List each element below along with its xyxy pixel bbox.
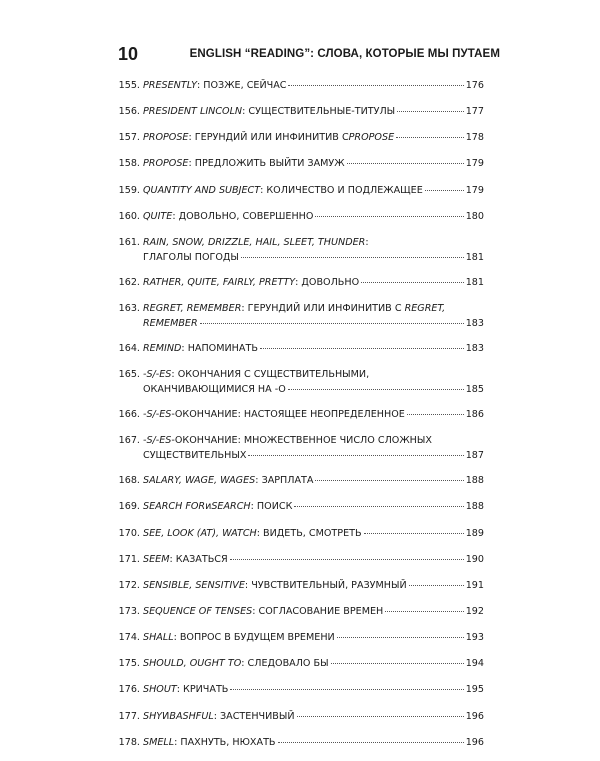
toc-entry bbox=[118, 709, 484, 735]
entry-term: SEQUENCE OF TENSES bbox=[143, 605, 253, 617]
entry-term: SHY bbox=[143, 710, 163, 722]
entry-number: 160. bbox=[118, 210, 140, 222]
toc-entry bbox=[118, 526, 484, 552]
toc-entry bbox=[118, 473, 484, 499]
entry-term: QUANTITY AND SUBJECT bbox=[143, 184, 261, 196]
entry-continuation-line bbox=[143, 316, 484, 331]
dot-leader bbox=[407, 414, 464, 415]
dot-leader bbox=[337, 637, 464, 638]
entry-page-number: 196 bbox=[465, 710, 484, 722]
dot-leader bbox=[230, 689, 463, 690]
entry-term: PROPOSE bbox=[143, 132, 189, 144]
entry-description: : ПОЗЖЕ, СЕЙЧАС bbox=[197, 80, 287, 91]
dot-leader bbox=[248, 455, 463, 456]
entry-term: REGRET, REMEMBER bbox=[143, 302, 242, 314]
entry-continuation-line bbox=[143, 382, 484, 397]
entry-number: 166. bbox=[118, 409, 140, 421]
dot-leader bbox=[288, 389, 464, 390]
entry-page-number: 177 bbox=[465, 106, 484, 118]
toc-entry bbox=[118, 130, 484, 156]
entry-term: SEE, LOOK (AT), WATCH bbox=[143, 527, 257, 539]
entry-number: 162. bbox=[118, 276, 140, 288]
entry-title-line bbox=[143, 130, 484, 145]
toc-entry bbox=[118, 209, 484, 235]
toc-entry bbox=[118, 104, 484, 130]
table-of-contents bbox=[118, 78, 484, 761]
entry-number: 173. bbox=[118, 605, 140, 617]
entry-term: SHALL bbox=[143, 632, 174, 644]
entry-description: : ЗАРПЛАТА bbox=[255, 475, 314, 487]
entry-title-line bbox=[143, 735, 484, 750]
dot-leader bbox=[364, 533, 464, 534]
dot-leader bbox=[230, 559, 464, 560]
toc-entry bbox=[118, 78, 484, 104]
entry-term: PROPOSE bbox=[143, 158, 189, 170]
entry-title-line bbox=[143, 526, 484, 541]
entry-page-number: 188 bbox=[465, 501, 484, 513]
toc-entry bbox=[118, 156, 484, 182]
entry-page-number: 181 bbox=[465, 276, 484, 288]
page-header bbox=[118, 44, 500, 66]
entry-term-2: SEARCH bbox=[211, 501, 251, 513]
entry-title-line bbox=[143, 630, 484, 645]
entry-title-line bbox=[143, 499, 484, 514]
toc-entry bbox=[118, 630, 484, 656]
dot-leader bbox=[315, 480, 463, 481]
entry-description: : СУЩЕСТВИТЕЛЬНЫЕ-ТИТУЛЫ bbox=[242, 106, 396, 118]
entry-page-number: 178 bbox=[465, 132, 484, 144]
entry-description: : ПРЕДЛОЖИТЬ ВЫЙТИ ЗАМУЖ bbox=[188, 158, 345, 170]
entry-number: 172. bbox=[118, 579, 140, 591]
entry-continuation-line bbox=[143, 250, 484, 265]
entry-page-number: 189 bbox=[465, 527, 484, 539]
dot-leader bbox=[385, 611, 463, 612]
entry-title-line bbox=[143, 156, 484, 171]
entry-description-2: : ПОИСК bbox=[250, 501, 293, 513]
entry-term: REMIND bbox=[143, 342, 182, 354]
entry-title-line bbox=[143, 183, 484, 198]
entry-term: RATHER, QUITE, FAIRLY, PRETTY bbox=[143, 276, 296, 288]
entry-title-line bbox=[143, 275, 484, 290]
entry-term: SENSIBLE, SENSITIVE bbox=[143, 579, 245, 591]
entry-continuation: СУЩЕСТВИТЕЛЬНЫХ bbox=[143, 450, 247, 462]
entry-term: SEARCH FOR bbox=[143, 501, 206, 513]
entry-title-line bbox=[143, 235, 484, 250]
dot-leader bbox=[331, 663, 464, 664]
entry-page-number: 183 bbox=[465, 317, 484, 329]
entry-continuation-line bbox=[143, 448, 484, 463]
entry-number: 164. bbox=[118, 342, 140, 354]
entry-number: 165. bbox=[118, 369, 140, 381]
entry-description: : СЛЕДОВАЛО БЫ bbox=[241, 658, 329, 670]
entry-description-2: : ЗАСТЕНЧИВЫЙ bbox=[213, 710, 295, 722]
entry-page-number: 187 bbox=[465, 450, 484, 462]
dot-leader bbox=[294, 506, 463, 507]
toc-entry bbox=[118, 552, 484, 578]
entry-description: : КОЛИЧЕСТВО И ПОДЛЕЖАЩЕЕ bbox=[260, 184, 423, 196]
entry-term: SEEM bbox=[143, 553, 170, 565]
dot-leader bbox=[200, 323, 464, 324]
entry-number: 155. bbox=[118, 80, 140, 91]
dot-leader bbox=[260, 348, 464, 349]
running-title: ENGLISH “READING”: СЛОВА, КОТОРЫЕ МЫ ПУТАЕМ bbox=[189, 48, 500, 60]
entry-title-line bbox=[143, 367, 484, 382]
entry-description: : ДОВОЛЬНО, СОВЕРШЕННО bbox=[172, 210, 314, 222]
dot-leader bbox=[425, 190, 464, 191]
dot-leader bbox=[278, 742, 464, 743]
entry-title-line bbox=[143, 473, 484, 488]
entry-description: : ПАХНУТЬ, НЮХАТЬ bbox=[174, 736, 276, 748]
dot-leader bbox=[409, 585, 464, 586]
entry-term: -S/-ES bbox=[143, 435, 172, 447]
toc-entry bbox=[118, 433, 484, 473]
dot-leader bbox=[361, 282, 464, 283]
entry-description: : КРИЧАТЬ bbox=[176, 684, 229, 696]
entry-page-number: 186 bbox=[465, 409, 484, 421]
entry-description: : ЧУВСТВИТЕЛЬНЫЙ, РАЗУМНЫЙ bbox=[244, 579, 407, 591]
toc-entry bbox=[118, 656, 484, 682]
entry-number: 175. bbox=[118, 658, 140, 670]
entry-page-number: 195 bbox=[465, 684, 484, 696]
entry-term-2: PROPOSE bbox=[348, 132, 395, 144]
dot-leader bbox=[241, 257, 464, 258]
entry-page-number: 181 bbox=[465, 251, 484, 263]
entry-number: 177. bbox=[118, 710, 140, 722]
entry-number: 157. bbox=[118, 132, 140, 144]
entry-title-line bbox=[143, 78, 484, 93]
toc-entry bbox=[118, 499, 484, 525]
entry-continuation: ОКАНЧИВАЮЩИМИСЯ НА -O bbox=[143, 384, 286, 396]
toc-entry bbox=[118, 407, 484, 433]
toc-entry bbox=[118, 367, 484, 407]
entry-page-number: 179 bbox=[465, 184, 484, 196]
entry-title-line bbox=[143, 104, 484, 119]
entry-page-number: 191 bbox=[465, 579, 484, 591]
entry-number: 156. bbox=[118, 106, 140, 118]
entry-number: 176. bbox=[118, 684, 140, 696]
entry-term: PRESIDENT LINCOLN bbox=[143, 106, 243, 118]
entry-page-number: 183 bbox=[465, 342, 484, 354]
entry-term: RAIN, SNOW, DRIZZLE, HAIL, SLEET, THUNDER bbox=[143, 236, 366, 248]
entry-term: SHOUT bbox=[143, 684, 177, 696]
dot-leader bbox=[396, 137, 464, 138]
entry-description: : ДОВОЛЬНО bbox=[295, 276, 360, 288]
entry-description: : ГЕРУНДИЙ ИЛИ ИНФИНИТИВ С bbox=[241, 302, 405, 314]
entry-page-number: 192 bbox=[465, 605, 484, 617]
entry-page-number: 193 bbox=[465, 632, 484, 644]
entry-page-number: 185 bbox=[465, 384, 484, 396]
entry-title-line bbox=[143, 604, 484, 619]
entry-number: 169. bbox=[118, 501, 140, 513]
entry-description: : ГЕРУНДИЙ ИЛИ ИНФИНИТИВ С bbox=[188, 132, 349, 144]
entry-title-line bbox=[143, 682, 484, 697]
entry-description: : ВОПРОС В БУДУЩЕМ ВРЕМЕНИ bbox=[173, 632, 335, 644]
entry-description: и bbox=[205, 501, 212, 513]
entry-number: 167. bbox=[118, 435, 140, 447]
entry-number: 178. bbox=[118, 736, 140, 748]
entry-number: 163. bbox=[118, 302, 140, 314]
entry-term-2: REGRET, bbox=[404, 302, 446, 314]
entry-description: : СОГЛАСОВАНИЕ ВРЕМЕН bbox=[252, 605, 384, 617]
entry-description: : bbox=[365, 236, 369, 248]
entry-page-number: 179 bbox=[465, 158, 484, 170]
dot-leader bbox=[288, 85, 463, 86]
toc-entry bbox=[118, 735, 484, 761]
entry-term: QUITE bbox=[143, 210, 173, 222]
entry-title-line bbox=[143, 578, 484, 593]
entry-term: -S/-ES bbox=[143, 409, 172, 421]
entry-number: 170. bbox=[118, 527, 140, 539]
entry-number: 171. bbox=[118, 553, 140, 565]
entry-title-line bbox=[143, 433, 484, 448]
entry-page-number: 180 bbox=[465, 210, 484, 222]
entry-title-line bbox=[143, 656, 484, 671]
dot-leader bbox=[297, 716, 464, 717]
entry-term: SALARY, WAGE, WAGES bbox=[143, 475, 256, 487]
entry-number: 158. bbox=[118, 158, 140, 170]
entry-description: : ВИДЕТЬ, СМОТРЕТЬ bbox=[256, 527, 362, 539]
entry-number: 174. bbox=[118, 632, 140, 644]
toc-entry bbox=[118, 183, 484, 209]
entry-term: -S/-ES bbox=[143, 369, 172, 381]
toc-entry bbox=[118, 235, 484, 275]
toc-entry bbox=[118, 301, 484, 341]
entry-title-line bbox=[143, 407, 484, 422]
toc-entry bbox=[118, 604, 484, 630]
entry-continuation-term: REMEMBER bbox=[143, 317, 198, 329]
entry-description: : КАЗАТЬСЯ bbox=[169, 553, 228, 565]
entry-title-line bbox=[143, 709, 484, 724]
entry-description: -ОКОНЧАНИЕ: НАСТОЯЩЕЕ НЕОПРЕДЕЛЕННОЕ bbox=[171, 409, 405, 421]
entry-term: PRESENTLY bbox=[143, 80, 197, 91]
entry-continuation: ГЛАГОЛЫ ПОГОДЫ bbox=[143, 251, 239, 263]
entry-page-number: 188 bbox=[465, 475, 484, 487]
entry-page-number: 194 bbox=[465, 658, 484, 670]
entry-description: : ОКОНЧАНИЯ С СУЩЕСТВИТЕЛЬНЫМИ, bbox=[171, 369, 370, 381]
entry-description: И bbox=[162, 710, 170, 722]
entry-term: SHOULD, OUGHT TO bbox=[143, 658, 242, 670]
entry-description: -ОКОНЧАНИЕ: МНОЖЕСТВЕННОЕ ЧИСЛО СЛОЖНЫХ bbox=[171, 435, 432, 447]
entry-number: 159. bbox=[118, 184, 140, 196]
toc-entry bbox=[118, 275, 484, 301]
entry-term: SMELL bbox=[143, 736, 175, 748]
dot-leader bbox=[397, 111, 464, 112]
entry-title-line bbox=[143, 552, 484, 567]
toc-entry bbox=[118, 682, 484, 708]
entry-page-number: 190 bbox=[465, 553, 484, 565]
entry-title-line bbox=[143, 209, 484, 224]
entry-page-number: 176 bbox=[465, 80, 484, 91]
toc-entry bbox=[118, 341, 484, 367]
entry-description: : НАПОМИНАТЬ bbox=[181, 342, 258, 354]
entry-title-line bbox=[143, 301, 484, 316]
toc-entry bbox=[118, 578, 484, 604]
entry-number: 161. bbox=[118, 236, 140, 248]
entry-term-2: BASHFUL bbox=[169, 710, 214, 722]
entry-title-line bbox=[143, 341, 484, 356]
entry-page-number: 196 bbox=[465, 736, 484, 748]
dot-leader bbox=[315, 216, 463, 217]
page-number: 10 bbox=[118, 44, 139, 64]
dot-leader bbox=[347, 163, 464, 164]
entry-number: 168. bbox=[118, 475, 140, 487]
